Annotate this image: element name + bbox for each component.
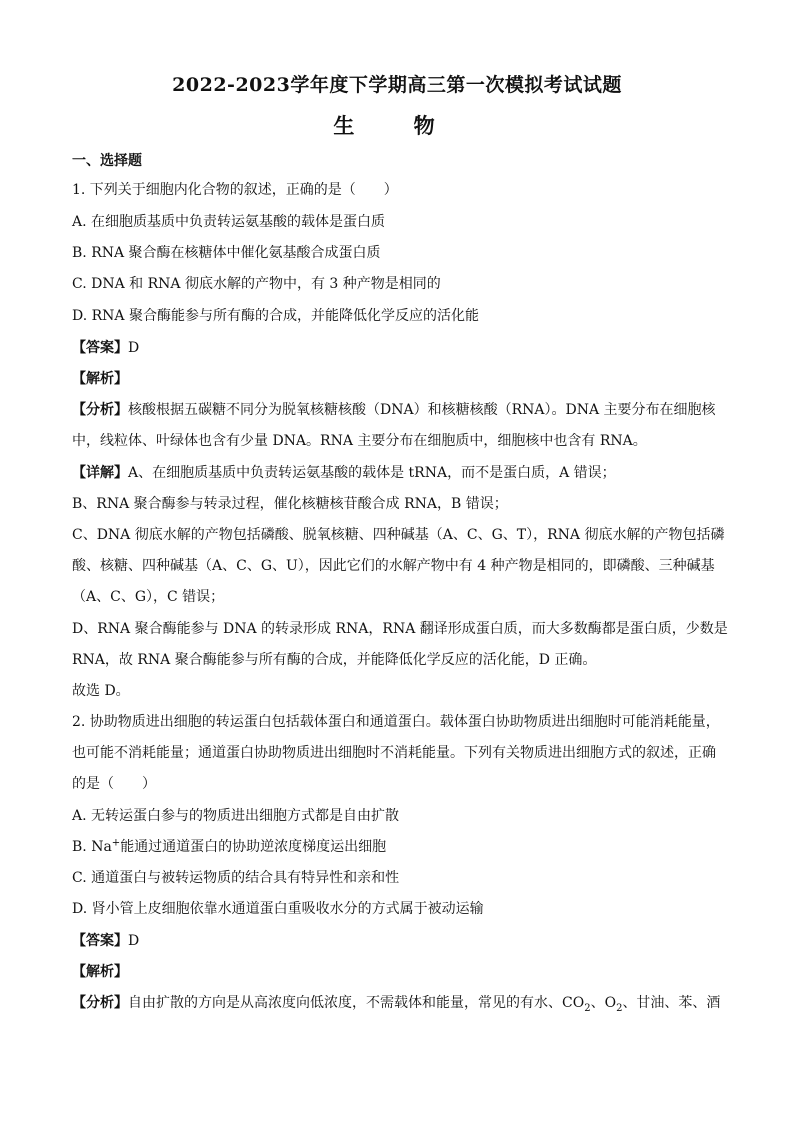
analysis-label: 【解析】 bbox=[72, 371, 128, 387]
fenxi-text-mid: 、O bbox=[590, 995, 617, 1011]
question-1-option-a: A. 在细胞质基质中负责转运氨基酸的载体是蛋白质 bbox=[72, 214, 386, 230]
question-1-option-c: C. DNA 和 RNA 彻底水解的产物中，有 3 种产物是相同的 bbox=[72, 276, 441, 292]
co2-subscript: 2 bbox=[584, 1002, 591, 1014]
question-2-analysis-label bbox=[72, 962, 724, 982]
xiangjie-text: A、在细胞质基质中负责转运氨基酸的载体是 tRNA，而不是蛋白质，A 错误； bbox=[128, 465, 616, 481]
question-1-fenxi-line-2: 中，线粒体、叶绿体也含有少量 DNA。RNA 主要分布在细胞质中，细胞核中也含有 RNA。 bbox=[72, 433, 647, 449]
fenxi-text: 核酸根据五碳糖不同分为脱氧核糖核酸（DNA）和核糖核酸（RNA）。DNA 主要分布在细胞核 bbox=[128, 402, 716, 418]
question-2-answer bbox=[72, 931, 724, 951]
question-1-fenxi-line-1 bbox=[72, 400, 724, 420]
question-2-fenxi-line-1 bbox=[72, 993, 724, 1013]
analysis-label: 【解析】 bbox=[72, 964, 128, 980]
section-heading: 一、选择题 bbox=[72, 153, 142, 169]
question-1-xiangjie-line-c2: 酸、核糖、四种碱基（A、C、G、U），因此它们的水解产物中有 4 种产物是相同的，即磷酸、三种碱基 bbox=[72, 558, 715, 574]
question-2-option-c: C. 通道蛋白与被转运物质的结合具有特异性和亲和性 bbox=[72, 870, 400, 886]
sodium-charge: + bbox=[111, 837, 121, 849]
question-2-stem-line-2: 也可能不消耗能量；通道蛋白协助物质进出细胞时不消耗能量。下列有关物质进出细胞方式的叙述，正确 bbox=[72, 745, 716, 761]
fenxi-text-end: 、甘油、苯、酒 bbox=[622, 995, 721, 1011]
question-2-option-d: D. 肾小管上皮细胞依靠水通道蛋白重吸收水分的方式属于被动运输 bbox=[72, 901, 484, 917]
o2-subscript: 2 bbox=[616, 1002, 623, 1014]
question-1-xiangjie-line-b: B、RNA 聚合酶参与转录过程，催化核糖核苷酸合成 RNA，B 错误； bbox=[72, 496, 508, 512]
answer-value: D bbox=[128, 933, 140, 949]
option-b-text: 能通过通道蛋白的协助逆浓度梯度运出细胞 bbox=[120, 839, 387, 855]
question-1-option-b: B. RNA 聚合酶在核糖体中催化氨基酸合成蛋白质 bbox=[72, 245, 381, 261]
option-b-prefix: B. Na bbox=[72, 839, 112, 855]
question-1-analysis-label bbox=[72, 369, 724, 389]
fenxi-text-start: 自由扩散的方向是从高浓度向低浓度，不需载体和能量，常见的有水、CO bbox=[128, 995, 585, 1011]
question-2-stem-line-3: 的是（ ） bbox=[72, 776, 156, 792]
question-1-stem: 1. 下列关于细胞内化合物的叙述，正确的是（ ） bbox=[72, 182, 398, 198]
question-2-stem-line-1: 2. 协助物质进出细胞的转运蛋白包括载体蛋白和通道蛋白。载体蛋白协助物质进出细胞时可能消耗能量， bbox=[72, 714, 720, 730]
question-1-xiangjie-line-d1: D、RNA 聚合酶能参与 DNA 的转录形成 RNA，RNA 翻译形成蛋白质，而大多数酶都是蛋白质，少数是 bbox=[72, 621, 728, 637]
question-1-xiangjie-line-c1: C、DNA 彻底水解的产物包括磷酸、脱氧核糖、四种碱基（A、C、G、T），RNA 彻底水解的产物包括磷 bbox=[72, 527, 725, 543]
question-1-conclusion: 故选 D。 bbox=[72, 683, 130, 699]
question-1-option-d: D. RNA 聚合酶能参与所有酶的合成，并能降低化学反应的活化能 bbox=[72, 308, 479, 324]
question-2-option-a: A. 无转运蛋白参与的物质进出细胞方式都是自由扩散 bbox=[72, 808, 400, 824]
answer-value: D bbox=[128, 340, 140, 356]
answer-label: 【答案】 bbox=[72, 340, 128, 356]
question-1-xiangjie-line-c3: （A、C、G），C 错误； bbox=[72, 589, 225, 605]
exam-title: 2022-2023学年度下学期高三第一次模拟考试试题 bbox=[172, 74, 622, 96]
question-1-answer bbox=[72, 338, 724, 358]
subject-title: 生 物 bbox=[333, 113, 461, 138]
fenxi-label: 【分析】 bbox=[72, 402, 128, 418]
fenxi-label: 【分析】 bbox=[72, 995, 128, 1011]
question-1-xiangjie-line-a bbox=[72, 463, 724, 483]
answer-label: 【答案】 bbox=[72, 933, 128, 949]
xiangjie-label: 【详解】 bbox=[72, 465, 128, 481]
question-2-option-b bbox=[72, 837, 724, 857]
question-1-xiangjie-line-d2: RNA，故 RNA 聚合酶能参与所有酶的合成，并能降低化学反应的活化能，D 正确。 bbox=[72, 652, 597, 668]
